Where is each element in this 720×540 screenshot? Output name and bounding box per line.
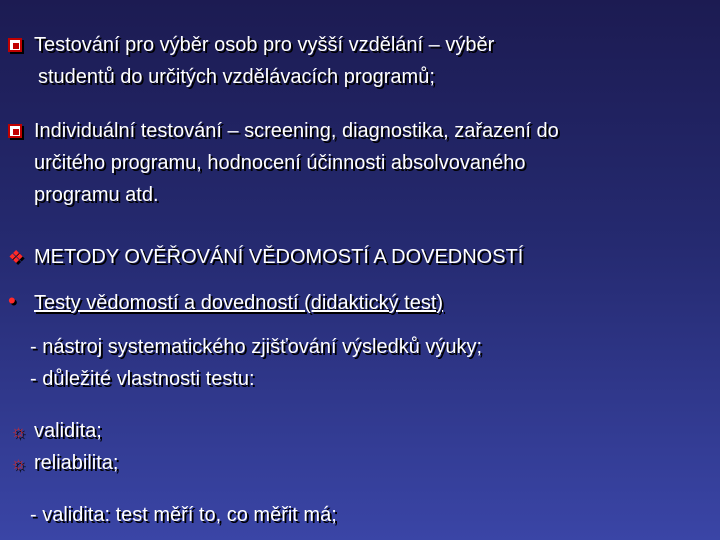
sun-item-1: validita; [34, 420, 102, 442]
item2-line2: určitého programu, hodnocení účinnosti absolvovaného [34, 152, 526, 174]
checkbox-bullet-icon [8, 38, 22, 52]
item3-text: Testy vědomostí a dovedností (didaktický test) [34, 292, 444, 314]
dot-bullet-icon: • [8, 288, 16, 313]
dash-line-2: - důležité vlastnosti testu: [30, 368, 255, 390]
diamond-bullet-icon: ❖ [8, 247, 25, 267]
item1-line1: Testování pro výběr osob pro vyšší vzdělání – výběr [34, 34, 495, 56]
section-heading: METODY OVĚŘOVÁNÍ VĚDOMOSTÍ A DOVEDNOSTÍ [34, 246, 524, 268]
checkbox-bullet-icon [8, 124, 22, 138]
item1-line2: studentů do určitých vzdělávacích programů; [38, 66, 435, 88]
item2-line3: programu atd. [34, 184, 159, 206]
sun-bullet-icon: ☼ [10, 453, 27, 473]
dash-line-1: - nástroj systematického zjišťování výsledků výuky; [30, 336, 483, 358]
final-line: - validita: test měří to, co měřit má; [30, 504, 337, 526]
sun-bullet-icon: ☼ [10, 421, 27, 441]
item2-line1: Individuální testování – screening, diagnostika, zařazení do [34, 120, 559, 142]
sun-item-2: reliabilita; [34, 452, 119, 474]
